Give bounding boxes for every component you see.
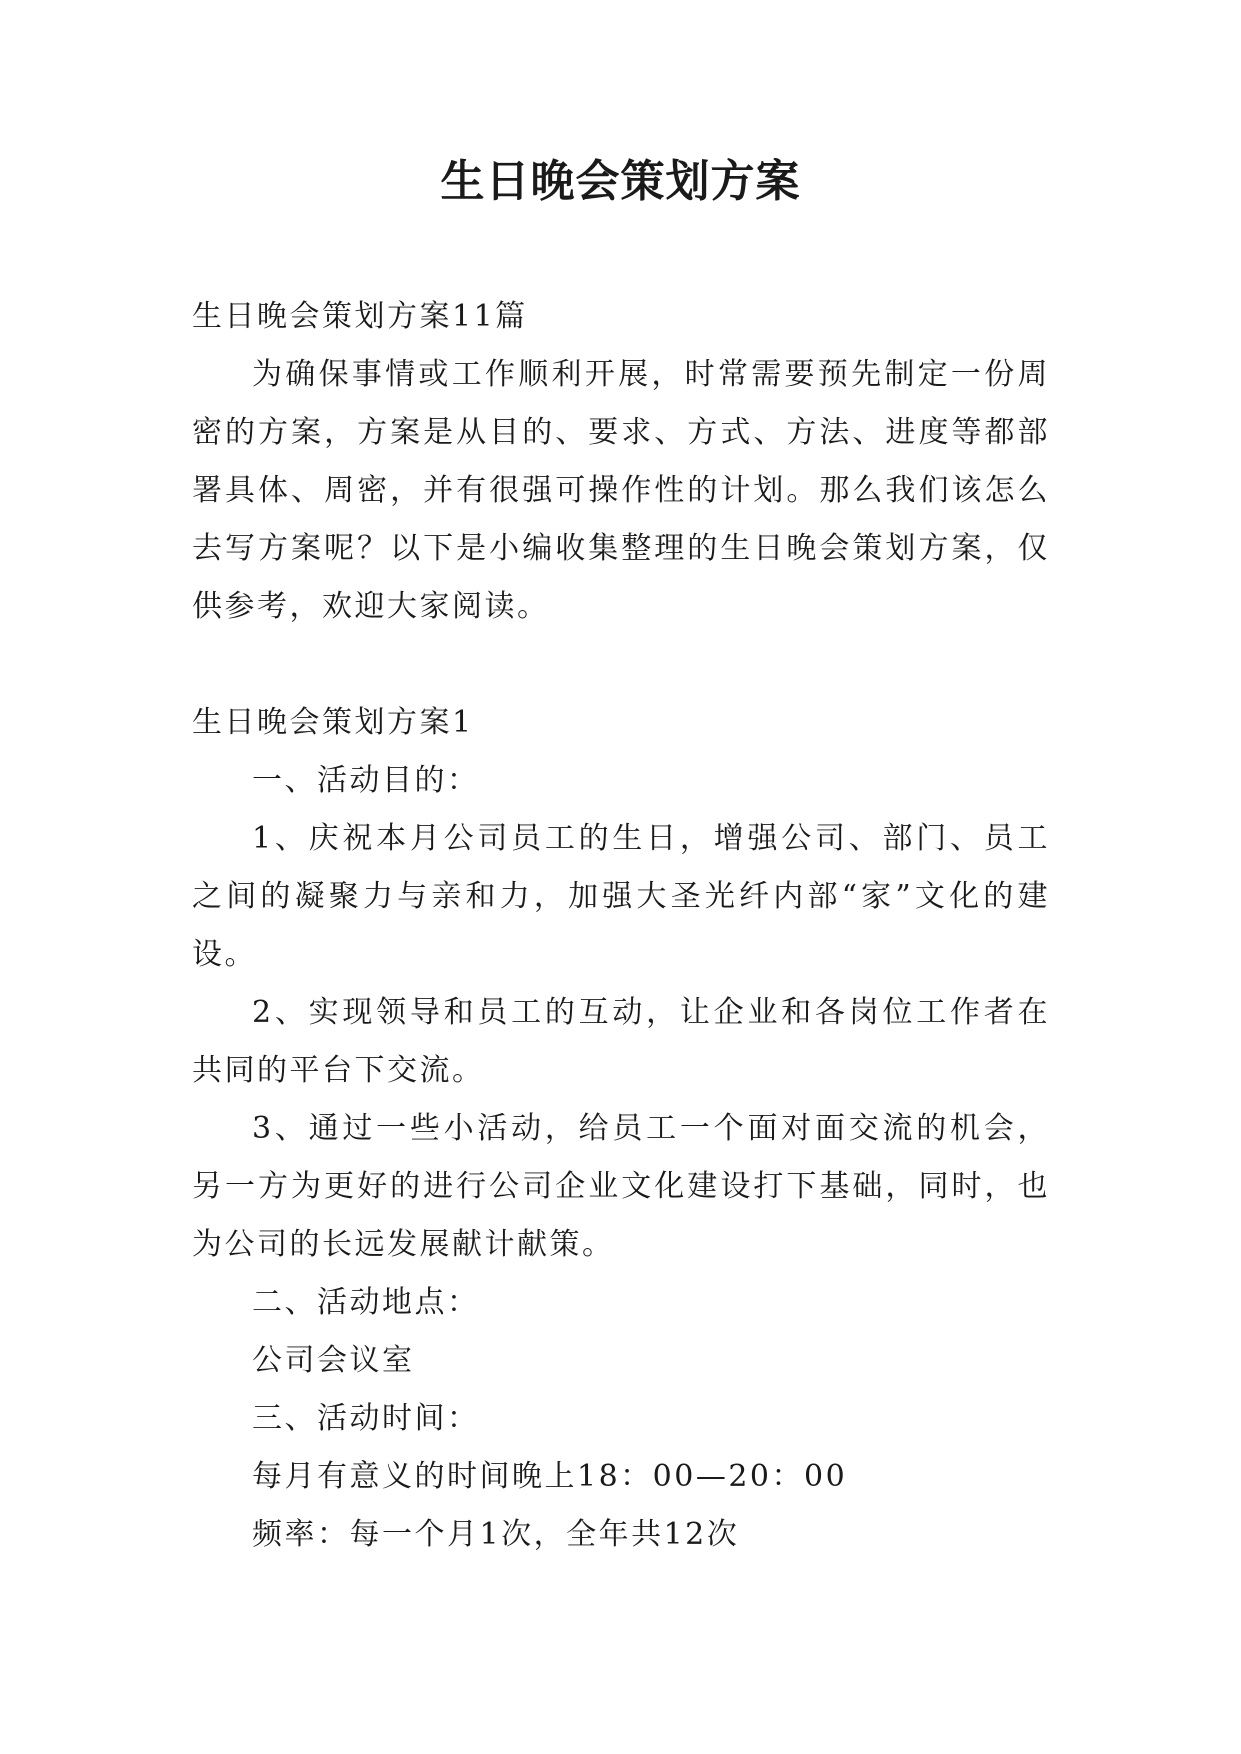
time-value: 每月有意义的时间晚上18：00—20：00 xyxy=(252,1459,848,1494)
document-body xyxy=(192,288,1050,1564)
time-heading: 三、活动时间： xyxy=(252,1401,480,1436)
intro-paragraph: 为确保事情或工作顺利开展，时常需要预先制定一份周密的方案，方案是从目的、要求、方式、方法、进度等都部署具体、周密，并有很强可操作性的计划。那么我们该怎么去写方案呢？以下是小编收集整理的生日晚会策划方案，仅供参考，欢迎大家阅读。 xyxy=(192,357,1050,624)
purpose-item-2: 2、实现领导和员工的互动，让企业和各岗位工作者在共同的平台下交流。 xyxy=(192,995,1050,1088)
purpose-item-1: 1、庆祝本月公司员工的生日，增强公司、部门、员工之间的凝聚力与亲和力，加强大圣光纤内部“家”文化的建设。 xyxy=(192,821,1050,972)
frequency-value: 频率：每一个月1次，全年共12次 xyxy=(252,1517,740,1552)
document-title: 生日晚会策划方案 xyxy=(440,156,801,207)
document-subtitle: 生日晚会策划方案11篇 xyxy=(192,299,528,334)
location-value: 公司会议室 xyxy=(252,1343,415,1378)
purpose-heading: 一、活动目的： xyxy=(252,763,480,798)
section-heading: 生日晚会策划方案1 xyxy=(192,705,474,740)
location-heading: 二、活动地点： xyxy=(252,1285,480,1320)
purpose-item-3: 3、通过一些小活动，给员工一个面对面交流的机会，另一方为更好的进行公司企业文化建设打下基础，同时，也为公司的长远发展献计献策。 xyxy=(192,1111,1050,1262)
